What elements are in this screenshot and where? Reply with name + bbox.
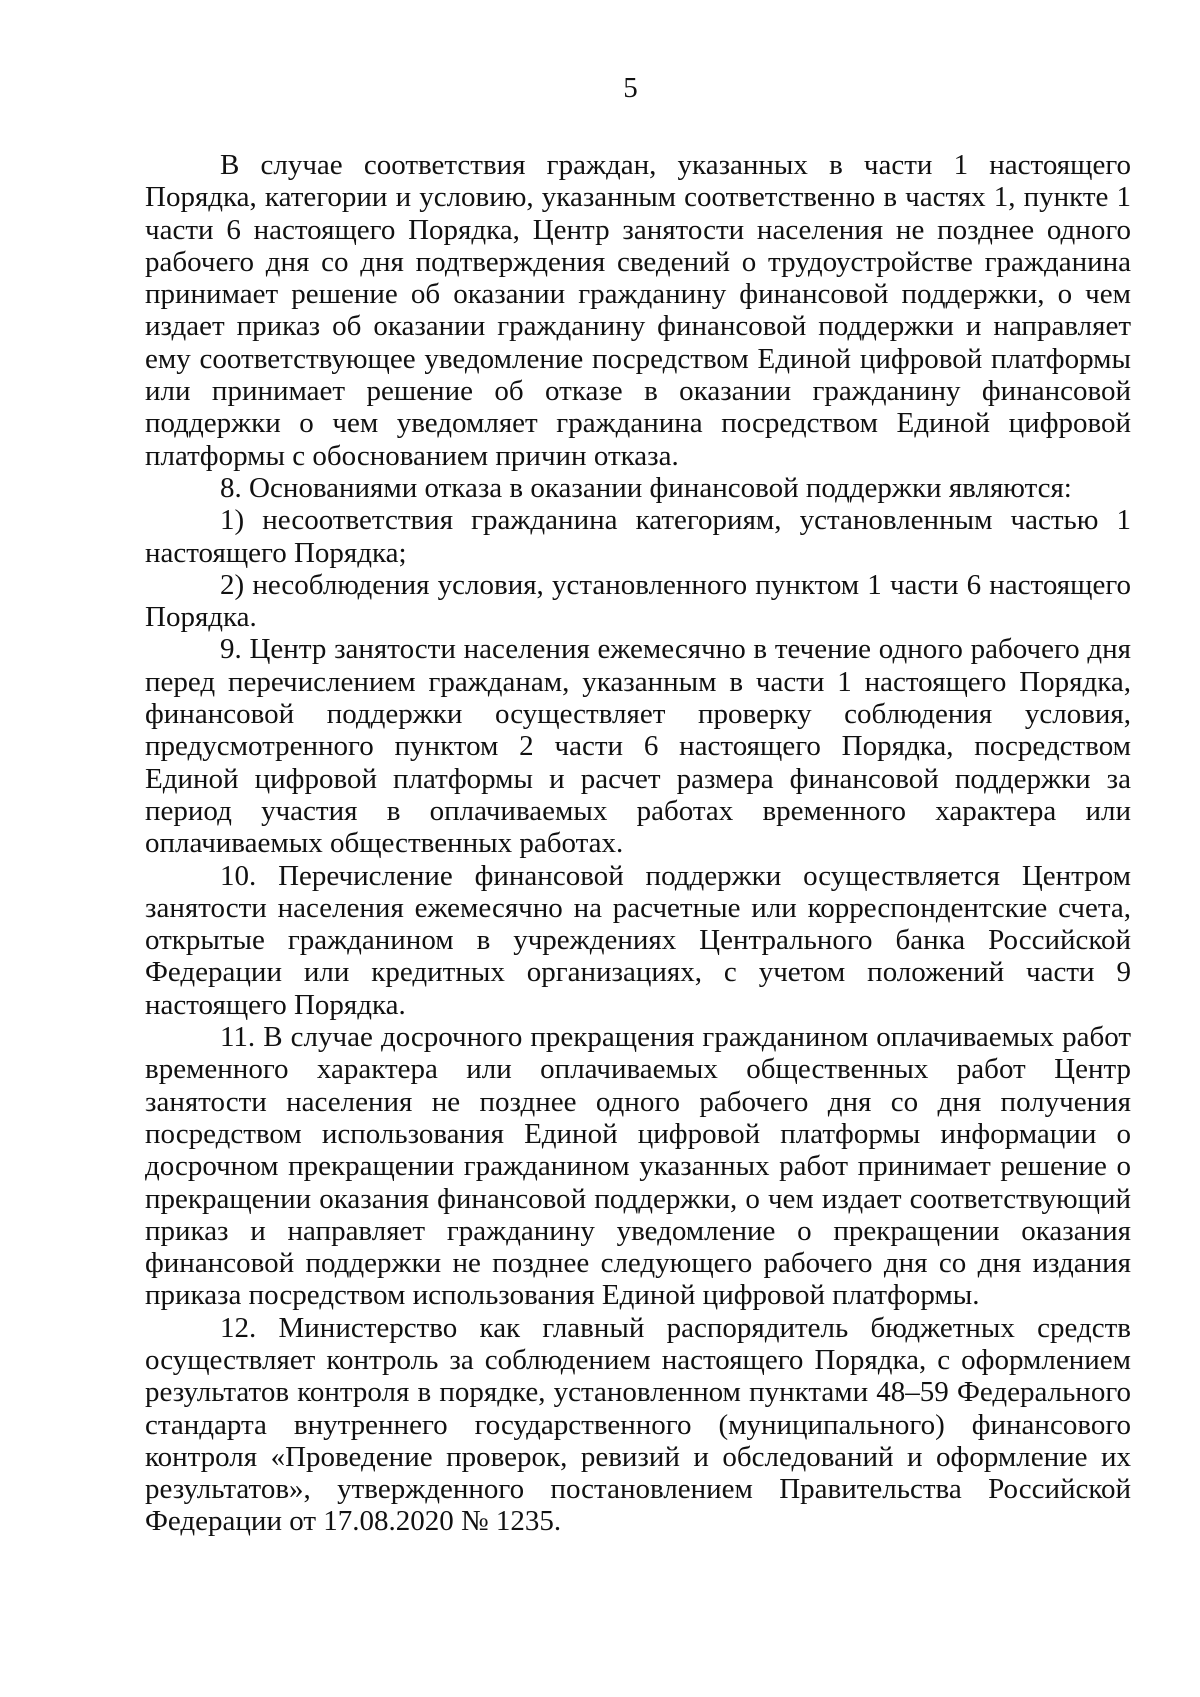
- paragraph-10: 10. Перечисление финансовой поддержки осуществляется Центром занятости населения ежемесячно на расчетные или корреспондентские счета, открытые гражданином в учреждениях Центрального банка Российской Федерации или кредитных организациях, с учетом положений части 9 настоящего Порядка.: [145, 859, 1131, 1021]
- paragraph-11: 11. В случае досрочного прекращения гражданином оплачиваемых работ временного характера или оплачиваемых общественных работ Центр занятости населения не позднее одного рабочего дня со дня получения посредством использования Единой цифровой платформы информации о досрочном прекращении гражданином указанных работ принимает решение о прекращении оказания финансовой поддержки, о чем издает соответствующий приказ и направляет гражданину уведомление о прекращении оказания финансовой поддержки не позднее следующего рабочего дня со дня издания приказа посредством использования Единой цифровой платформы.: [145, 1021, 1131, 1312]
- paragraph-8-refusal-grounds: 8. Основаниями отказа в оказании финансовой поддержки являются:: [220, 471, 1072, 504]
- paragraph-9: 9. Центр занятости населения ежемесячно в течение одного рабочего дня перед перечислением гражданам, указанным в части 1 настоящего Порядка, финансовой поддержки осуществляет проверку соблюдения условия, предусмотренного пунктом 2 части 6 настоящего Порядка, посредством Единой цифровой платформы и расчет размера финансовой поддержки за период участия в оплачиваемых работах временного характера или оплачиваемых общественных работах.: [145, 633, 1131, 860]
- paragraph-8-item-2: 2) несоблюдения условия, установленного пунктом 1 части 6 настоящего Порядка.: [145, 568, 1131, 634]
- paragraph-12: 12. Министерство как главный распорядитель бюджетных средств осуществляет контроль за соблюдением настоящего Порядка, с оформлением результатов контроля в порядке, установленном пунктами 48–59 Федерального стандарта внутреннего государственного (муниципального) финансового контроля «Проведение проверок, ревизий и обследований и оформление их результатов», утвержденного постановлением Правительства Российской Федерации от 17.08.2020 № 1235.: [145, 1311, 1131, 1538]
- document-body: [145, 149, 1131, 1538]
- paragraph-8-item-1: 1) несоответствия гражданина категориям, установленным частью 1 настоящего Порядка;: [145, 504, 1131, 569]
- paragraph-decision: В случае соответствия граждан, указанных в части 1 настоящего Порядка, категории и условию, указанным соответственно в частях 1, пункте 1 части 6 настоящего Порядка, Центр занятости населения не позднее одного рабочего дня со дня подтверждения сведений о трудоустройстве гражданина принимает решение об оказании гражданину финансовой поддержки, о чем издает приказ об оказании гражданину финансовой поддержки и направляет ему соответствующее уведомление посредством Единой цифровой платформы или принимает решение об отказе в оказании гражданину финансовой поддержки о чем уведомляет гражданина посредством Единой цифровой платформы с обоснованием причин отказа.: [145, 149, 1131, 472]
- page-number: 5: [623, 72, 638, 104]
